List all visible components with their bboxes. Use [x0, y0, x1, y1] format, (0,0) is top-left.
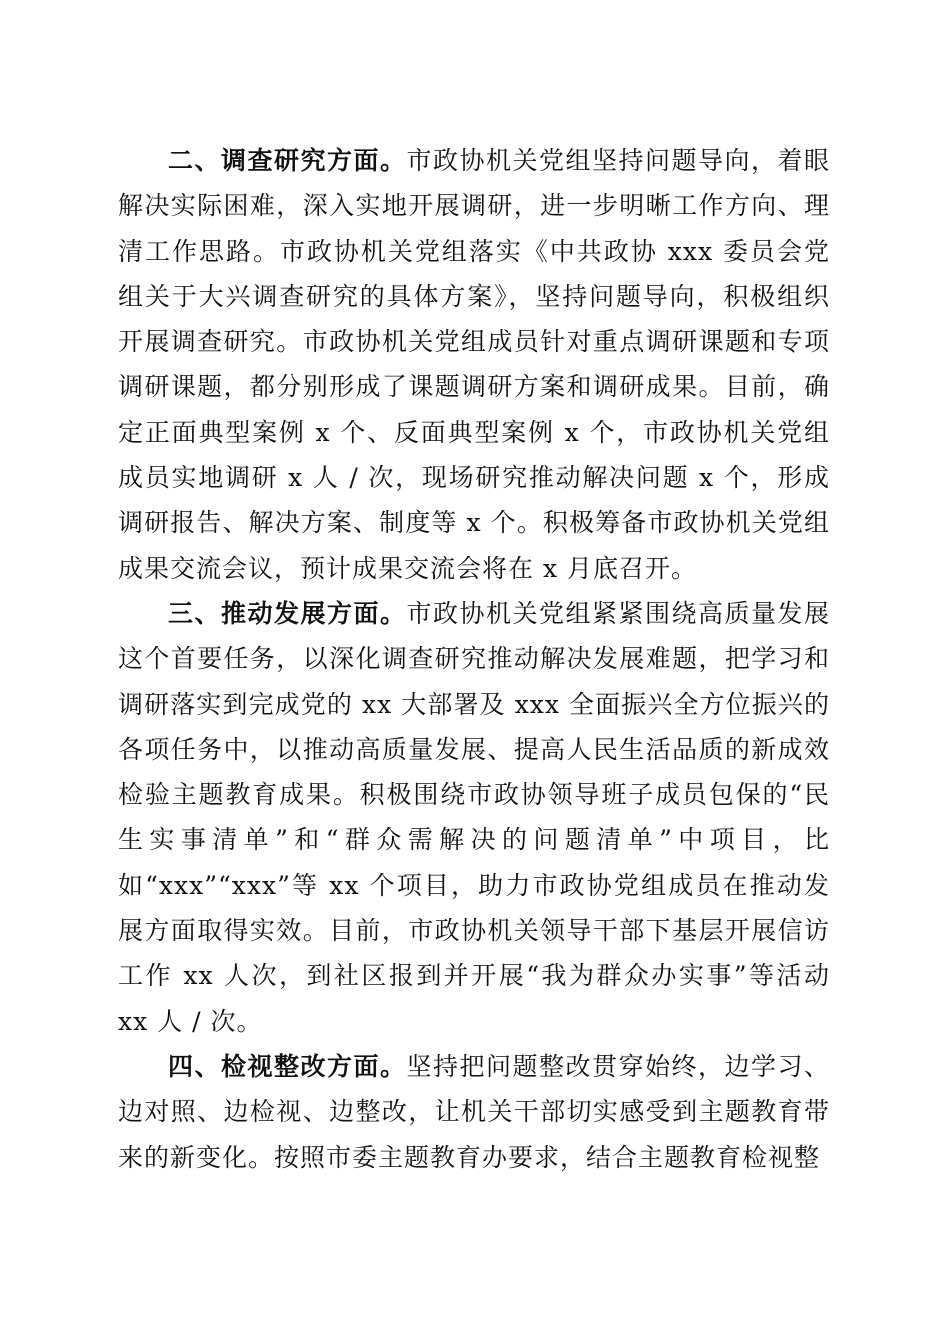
paragraph-text: 坚持把问题整改贯穿始终，边学习、边对照、边检视、边整改，让机关干部切实感受到主题教育带来的新变化。按照市委主题教育办要求，结合主题教育检视整 [118, 1051, 830, 1172]
paragraph-text: 市政协机关党组紧紧围绕高质量发展这个首要任务，以深化调查研究推动解决发展难题，把学习和调研落实到完成党的 xx 大部署及 xxx 全面振兴全方位振兴的各项任务中，以推动高质量发展、提高人民生活品质的新成效检验主题教育成果。积极围绕市政协领导班子成员包保的“民生实事清单”和“群众需解决的问题清单”中项目，比如“xxx”“xxx”等 xx 个项目，助力市政协党组成员在推动发展方面取得实效。目前，市政协机关领导干部下基层开展信访工作 xx 人次，到社区报到并开展“我为群众办实事”等活动 xx 人 / 次。 [118, 598, 830, 1036]
paragraph-research [118, 138, 830, 591]
paragraph-heading: 二、调查研究方面。 [168, 146, 407, 175]
paragraph-heading: 四、检视整改方面。 [168, 1051, 407, 1081]
paragraph-heading: 三、推动发展方面。 [168, 598, 407, 628]
paragraph-rectification [118, 1044, 830, 1180]
paragraph-text: 市政协机关党组坚持问题导向，着眼解决实际困难，深入实地开展调研，进一步明晰工作方向、理清工作思路。市政协机关党组落实《中共政协 xxx 委员会党组关于大兴调查研究的具体方案》，坚持问题导向，积极组织开展调查研究。市政协机关党组成员针对重点调研课题和专项调研课题，都分别形成了课题调研方案和调研成果。目前，确定正面典型案例 x 个、反面典型案例 x 个，市政协机关党组成员实地调研 x 人 / 次，现场研究推动解决问题 x 个，形成调研报告、解决方案、制度等 x 个。积极筹备市政协机关党组成果交流会议，预计成果交流会将在 x 月底召开。 [118, 146, 830, 583]
document-body [118, 138, 830, 1180]
paragraph-development [118, 591, 830, 1044]
